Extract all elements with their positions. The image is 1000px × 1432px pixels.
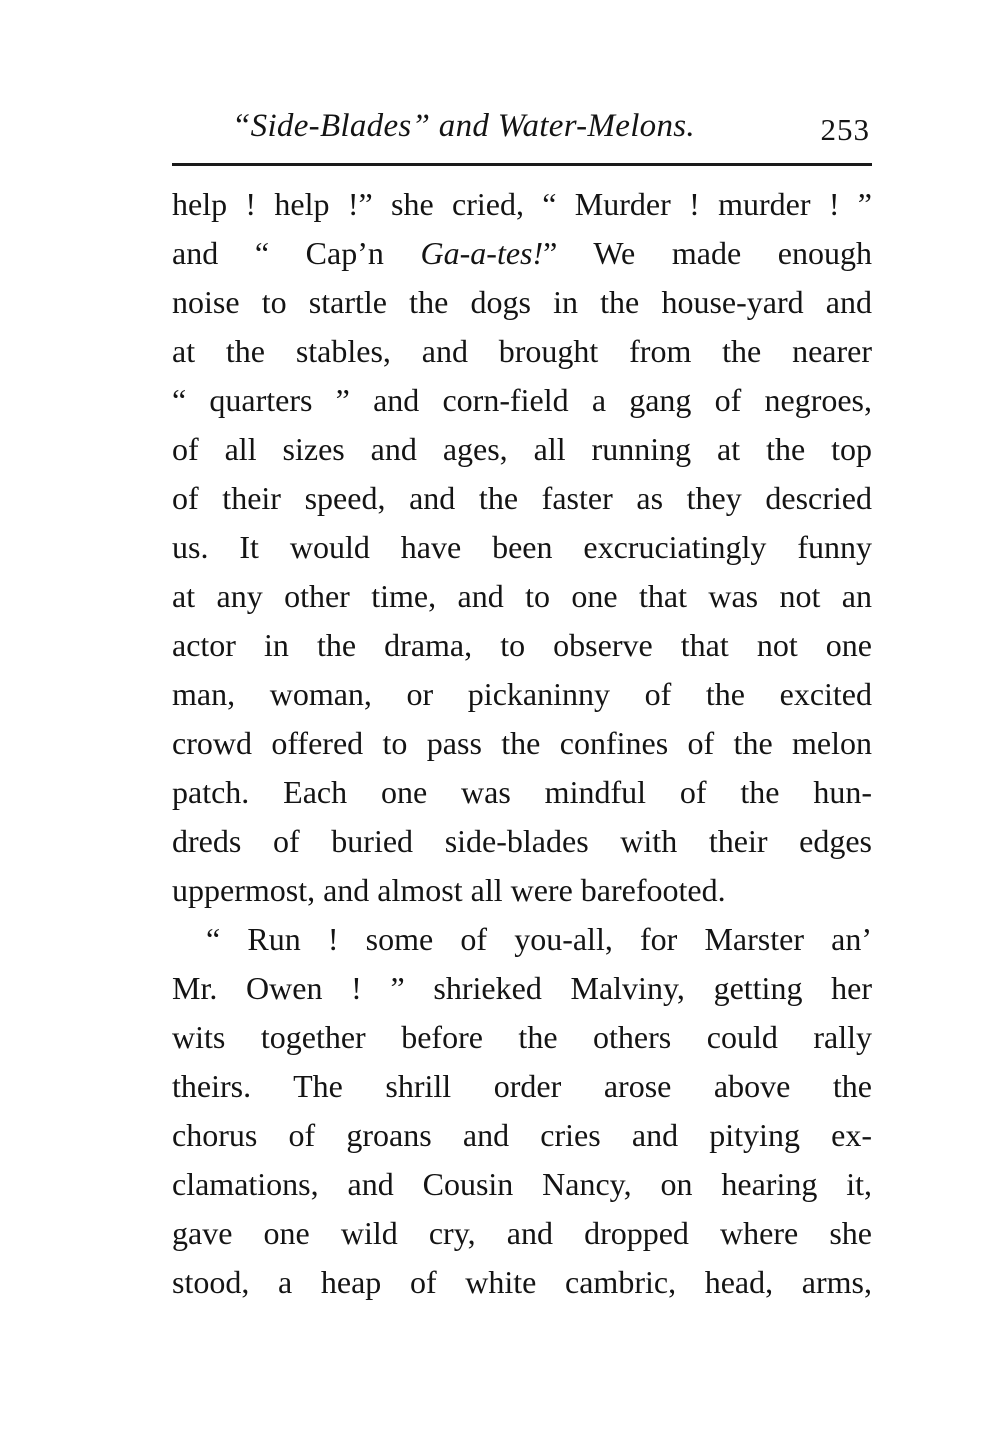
body-text xyxy=(172,180,872,1307)
text-line: patch. Each one was mindful of the hun- xyxy=(172,774,872,810)
text-line: us. It would have been excruciatingly funny xyxy=(172,529,872,565)
text-line: “ Run ! some of you-all, for Marster an’ xyxy=(206,921,872,957)
text-line: clamations, and Cousin Nancy, on hearing it, xyxy=(172,1166,872,1202)
header-rule xyxy=(172,163,872,166)
text-line: crowd offered to pass the confines of the melon xyxy=(172,725,872,761)
text-line: noise to startle the dogs in the house-yard and xyxy=(172,284,872,320)
text-line: help ! help !” she cried, “ Murder ! murder ! ” xyxy=(172,186,872,222)
text-fragment: and “ Cap’n xyxy=(172,235,421,271)
text-line: actor in the drama, to observe that not one xyxy=(172,627,872,663)
text-line xyxy=(172,229,872,278)
page-number: 253 xyxy=(820,112,870,147)
text-fragment: ” We made enough xyxy=(543,235,872,271)
running-head xyxy=(172,100,872,156)
text-line: of all sizes and ages, all running at the top xyxy=(172,431,872,467)
text-line: of their speed, and the faster as they descried xyxy=(172,480,872,516)
text-line: Mr. Owen ! ” shrieked Malviny, getting her xyxy=(172,970,872,1006)
text-line: at any other time, and to one that was not an xyxy=(172,578,872,614)
text-line: “ quarters ” and corn-field a gang of negroes, xyxy=(172,382,872,418)
text-line: stood, a heap of white cambric, head, arms, xyxy=(172,1264,872,1300)
text-line: wits together before the others could rally xyxy=(172,1019,872,1055)
text-line: man, woman, or pickaninny of the excited xyxy=(172,676,872,712)
text-line: uppermost, and almost all were barefooted. xyxy=(172,872,726,908)
running-title: “Side-Blades” and Water-Melons. xyxy=(232,108,695,144)
text-line: gave one wild cry, and dropped where she xyxy=(172,1215,872,1251)
text-line: dreds of buried side-blades with their edges xyxy=(172,823,872,859)
text-line: chorus of groans and cries and pitying ex- xyxy=(172,1117,872,1153)
text-fragment-italic: Ga-a-tes! xyxy=(420,235,544,271)
text-line: theirs. The shrill order arose above the xyxy=(172,1068,872,1104)
text-line: at the stables, and brought from the nearer xyxy=(172,333,872,369)
